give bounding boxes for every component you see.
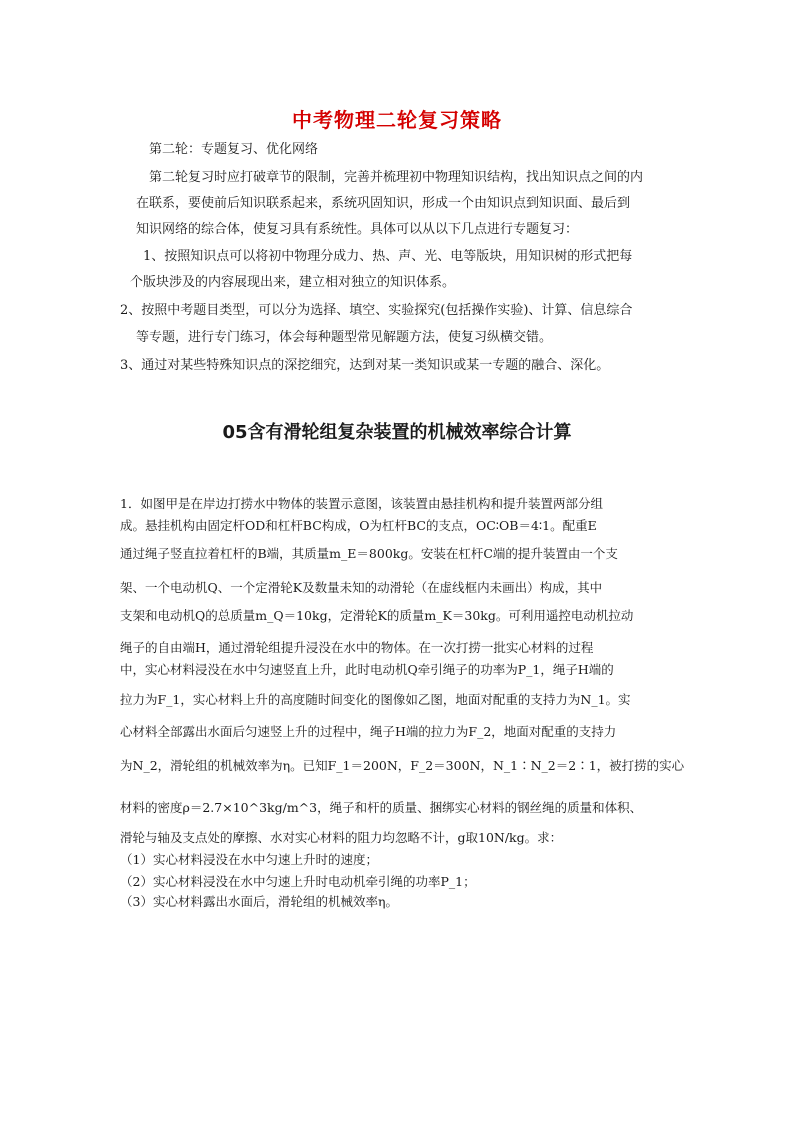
problem-line: 心材料全部露出水面后匀速竖上升的过程中，绳子H端的拉力为F_2，地面对配重的支持力 [120,724,617,739]
intro-paragraph-line: 知识网络的综合体，使复习具有系统性。具体可以从以下几点进行专题复习： [136,222,579,237]
problem-line: 滑轮与轴及支点处的摩擦、水对实心材料的阻力均忽略不计，g取10N/kg。求： [120,830,563,845]
question-1: （1）实心材料浸没在水中匀速上升时的速度； [120,852,378,867]
intro-item-2-line: 等专题，进行专门练习，体会每种题型常见解题方法，使复习纵横交错。 [136,330,553,345]
problem-line: 架、一个电动机Q、一个定滑轮K及数量未知的动滑轮（在虚线框内未画出）构成，其中 [120,580,603,595]
intro-item-3: 3、通过对某些特殊知识点的深挖细究，达到对某一类知识或某一专题的融合、深化。 [120,358,610,373]
problem-line: 成。悬挂机构由固定杆OD和杠杆BC构成，O为杠杆BC的支点，OC∶OB＝4∶1。配重E [120,518,597,533]
intro-item-1-line: 1、按照知识点可以将初中物理分成力、热、声、光、电等版块，用知识树的形式把每 [143,249,633,264]
problem-line: 绳子的自由端H，通过滑轮组提升浸没在水中的物体。在一次打捞一批实心材料的过程 [120,640,594,655]
problem-line: 支架和电动机Q的总质量m_Q＝10kg，定滑轮K的质量m_K＝30kg。可利用遥控电动机拉动 [120,608,634,623]
question-2: （2）实心材料浸没在水中匀速上升时电动机牵引绳的功率P_1； [120,874,476,889]
intro-paragraph-line: 在联系，要使前后知识联系起来，系统巩固知识，形成一个由知识点到知识面、最后到 [136,196,631,211]
intro-item-1-line: 个版块涉及的内容展现出来，建立相对独立的知识体系。 [130,275,456,290]
section-title: 05含有滑轮组复杂装置的机械效率综合计算 [222,422,572,443]
document-title: 中考物理二轮复习策略 [292,108,502,132]
problem-line: 材料的密度ρ＝2.7×10^3kg/m^3，绳子和杆的质量、捆绑实心材料的钢丝绳的质量和体积、 [120,800,643,815]
intro-paragraph-line: 第二轮复习时应打破章节的限制，完善并梳理初中物理知识结构，找出知识点之间的内 [149,170,644,185]
problem-line: 为N_2，滑轮组的机械效率为η。已知F_1＝200N，F_2＝300N，N_1∶N_2＝2∶1，被打捞的实心 [120,758,685,773]
intro-item-2-line: 2、按照中考题目类型，可以分为选择、填空、实验探究(包括操作实验)、计算、信息综合 [120,303,633,318]
problem-line: 拉力为F_1，实心材料上升的高度随时间变化的图像如乙图，地面对配重的支持力为N_1。实 [120,692,631,707]
intro-subtitle: 第二轮：专题复习、优化网络 [149,142,319,157]
problem-line: 通过绳子竖直拉着杠杆的B端，其质量m_E＝800kg。安装在杠杆C端的提升装置由一个支 [120,546,618,561]
problem-line: 中，实心材料浸没在水中匀速竖直上升，此时电动机Q牵引绳子的功率为P_1，绳子H端的 [120,662,614,677]
question-3: （3）实心材料露出水面后，滑轮组的机械效率η。 [120,894,398,909]
problem-line: 1．如图甲是在岸边打捞水中物体的装置示意图，该装置由悬挂机构和提升装置两部分组 [120,496,603,511]
